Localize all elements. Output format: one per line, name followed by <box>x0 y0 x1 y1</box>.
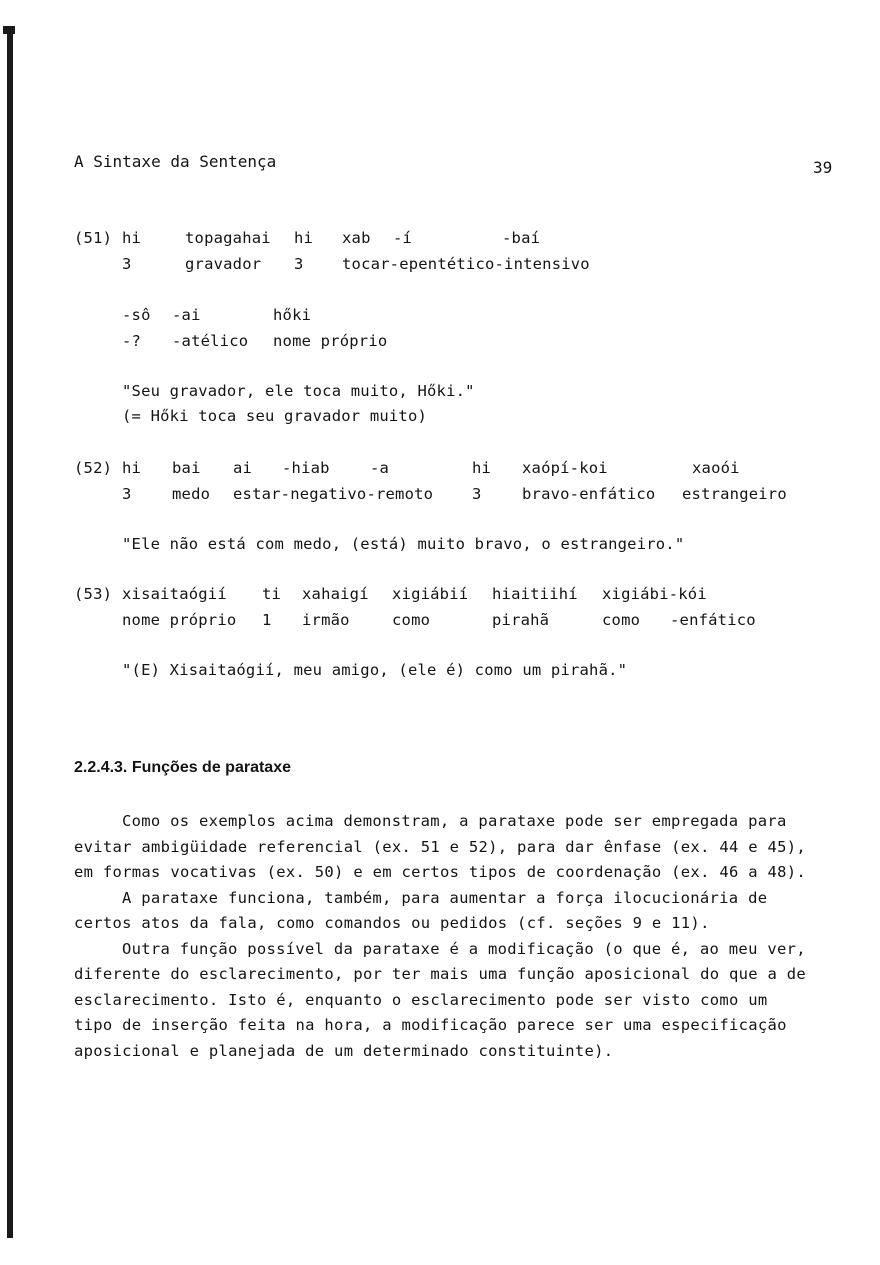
morpheme: xaópí-koi <box>522 459 608 477</box>
morpheme: xigiábií <box>392 585 469 603</box>
gloss: estar-negativo-remoto <box>233 485 434 503</box>
example-number: (53) <box>74 585 113 603</box>
paragraph-line: A parataxe funciona, também, para aumentar a força ilocucionária de <box>122 888 768 907</box>
gloss: medo <box>172 485 211 503</box>
morpheme: xisaitaógií <box>122 585 227 603</box>
morpheme: -baí <box>502 229 541 247</box>
morpheme: -sô <box>122 306 151 324</box>
translation-note: (= Hőki toca seu gravador muito) <box>122 407 428 425</box>
gloss: 1 <box>262 611 272 629</box>
gloss: bravo-enfático <box>522 485 656 503</box>
gloss: tocar-epentético-intensivo <box>342 255 590 273</box>
morpheme: topagahai <box>185 229 271 247</box>
gloss: como <box>392 611 431 629</box>
morpheme: hi <box>294 229 314 247</box>
gloss: como <box>602 611 641 629</box>
morpheme: ti <box>262 585 282 603</box>
paragraph-line: em formas vocativas (ex. 50) e em certos tipos de coordenação (ex. 46 a 48). <box>74 863 807 881</box>
morpheme: xaoói <box>692 459 740 477</box>
paragraph-line: Como os exemplos acima demonstram, a parataxe pode ser empregada para <box>122 812 787 830</box>
paragraph <box>74 937 834 1065</box>
gloss: 3 <box>294 255 304 273</box>
free-translation: "Seu gravador, ele toca muito, Hőki." <box>122 382 475 400</box>
scan-edge-bar <box>7 28 13 1238</box>
morpheme: -hiab <box>282 459 330 477</box>
gloss: 3 <box>122 255 132 273</box>
gloss: nome próprio <box>122 611 237 629</box>
paragraph <box>74 886 834 937</box>
morpheme: hőki <box>273 306 312 324</box>
gloss: 3 <box>472 485 482 503</box>
morpheme: ai <box>233 459 253 477</box>
section-heading: 2.2.4.3. Funções de parataxe <box>74 759 291 776</box>
morpheme: -a <box>370 459 390 477</box>
free-translation: "(E) Xisaitaógií, meu amigo, (ele é) como um pirahã." <box>122 661 628 679</box>
paragraph-line: Outra função possível da parataxe é a modificação (o que é, ao meu ver, <box>122 939 806 958</box>
gloss: -? <box>122 332 142 350</box>
morpheme: xab <box>342 229 371 247</box>
gloss: estrangeiro <box>682 485 787 503</box>
gloss: 3 <box>122 485 132 503</box>
morpheme: xahaigí <box>302 585 369 603</box>
morpheme: hi <box>122 229 142 247</box>
paragraph-line: certos atos da fala, como comandos ou pedidos (cf. seções 9 e 11). <box>74 914 710 932</box>
paragraph <box>74 809 834 886</box>
free-translation: "Ele não está com medo, (está) muito bravo, o estrangeiro." <box>122 535 685 553</box>
morpheme: hi <box>472 459 492 477</box>
paragraph-line: tipo de inserção feita na hora, a modificação parece ser uma especificação <box>74 1016 787 1034</box>
gloss: nome próprio <box>273 332 388 350</box>
gloss: gravador <box>185 255 262 273</box>
running-header: A Sintaxe da Sentença <box>74 152 277 171</box>
morpheme: hi <box>122 459 142 477</box>
gloss: irmão <box>302 611 350 629</box>
page-number: 39 <box>813 158 833 177</box>
paragraph-line: esclarecimento. Isto é, enquanto o esclarecimento pode ser visto como um <box>74 990 768 1009</box>
paragraph-line: aposicional e planejada de um determinado constituinte). <box>74 1041 614 1060</box>
paragraph-line: diferente do esclarecimento, por ter mais uma função aposicional do que a de <box>74 965 807 983</box>
morpheme: xigiábi-kói <box>602 585 707 603</box>
example-number: (51) <box>74 229 113 247</box>
paragraph-line: evitar ambigüidade referencial (ex. 51 e 52), para dar ênfase (ex. 44 e 45), <box>74 837 807 856</box>
example-number: (52) <box>74 459 113 477</box>
scan-edge-mark <box>3 26 15 34</box>
morpheme: -ai <box>172 306 201 324</box>
gloss: pirahã <box>492 611 550 629</box>
gloss: -enfático <box>670 611 756 629</box>
morpheme: -í <box>393 229 413 247</box>
morpheme: hiaitiihí <box>492 585 578 603</box>
gloss: -atélico <box>172 332 249 350</box>
morpheme: bai <box>172 459 201 477</box>
